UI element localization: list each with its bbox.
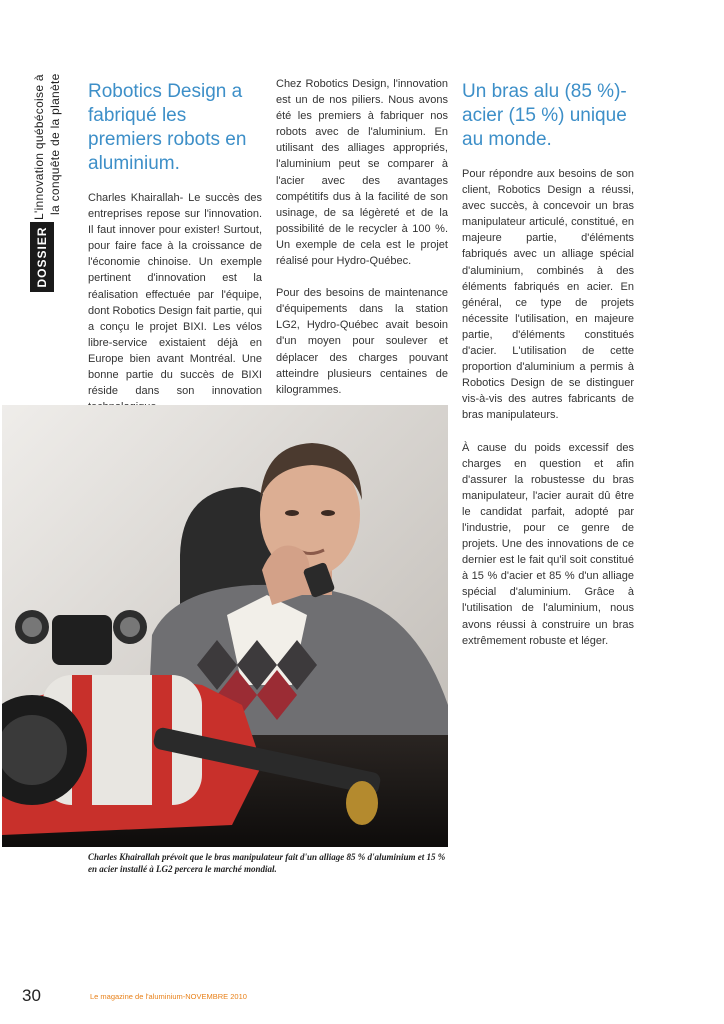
portrait-photo: [2, 405, 448, 847]
dossier-tag-label: DOSSIER: [35, 226, 49, 288]
col1-paragraph-1: Charles Khairallah- Le succès des entreprises repose sur l'innovation. Il faut innover pour exister! Surtout, pour faire face à la croissance de l'économie chinoise. Un exemple pertinent d'innovation est la réalisation effectuée par l'équipe, dont Robotics Design fait partie, qui a conçu le projet BIXI. Les vélos libre-service existaient déjà en Europe bien avant Montréal. Une bonne partie du succès de BIXI réside dans son innovation: [88, 192, 262, 398]
col2-paragraph-1: Chez Robotics Design, l'innovation est un de nos piliers. Nous avons été les premiers à fabriquer nos robots avec de l'aluminium. En utilisant des alliages appropriés, l'aluminium peut se comparer à l'acier avec des avantages compétitifs dus à la facilité de son usinage, de sa légèreté et de la possibilité de le recycler à 100 %. Un exemple de cela est le projet réalisé pour Hydro-Québec.: [276, 78, 448, 268]
section-title-line-1: L'innovation québécoise à: [32, 74, 46, 220]
col2-paragraph-2: Pour des besoins de maintenance d'équipements dans la station LG2, Hydro-Québec avait besoin d'un moyen pour soulever et déplacer des charges pouvant atteindre plusieurs centaines de kilogrammes.: [276, 287, 448, 396]
col3-paragraph-2: À cause du poids excessif des charges en question et afin d'assurer la robustesse du bras manipulateur, l'acier aurait dû être le candidat parfait, adopté par l'industrie, pour ce genre de projets. Une des innovations de ce dernier est le fait qu'il soit constitué à 15 % d'acier et 85 % d'un alliage spécial d'aluminium. Grâce à l'utilisation de l'aluminium, nous avons réussi à construire un bras extrêmement robuste et léger.: [462, 441, 634, 647]
article-heading-2: Un bras alu (85 %)-acier (15 %) unique au monde.: [462, 81, 627, 150]
article-column-2: [276, 76, 448, 414]
article-column-1: [88, 80, 262, 431]
photo-caption: Charles Khairallah prévoit que le bras manipulateur fait d'un alliage 85 % d'aluminium et 15 % en acier installé à LG2 percera le marché mondial.: [88, 852, 446, 874]
page-number: 30: [22, 986, 41, 1005]
section-title-line-2: la conquête de la planète: [48, 73, 62, 215]
article-heading-1: Robotics Design a fabriqué les premiers robots en aluminium.: [88, 81, 247, 174]
photo-illustration: [2, 405, 448, 847]
publication-footer: Le magazine de l'aluminium-NOVEMBRE 2010: [90, 992, 247, 1001]
dossier-tag: [30, 222, 54, 292]
article-column-3: [462, 80, 634, 665]
col3-paragraph-1: Pour répondre aux besoins de son client, Robotics Design a réussi, avec succès, à concevoir un bras manipulateur articulé, constitué, en majeure partie, d'éléments fabriqués avec un alliage spécial d'aluminium, combinés à des éléments fabriqués en acier. En général, ce type de projets nécessite l'utilisation, en majeure partie, d'éléments constitués d'acier. L'utilisation de cette proportion d'aluminium a permis à Robotics Design de se distinguer vis-à-vis des autres fabricants de bras manipulateurs.: [462, 168, 634, 422]
section-title-vertical: [32, 55, 64, 220]
